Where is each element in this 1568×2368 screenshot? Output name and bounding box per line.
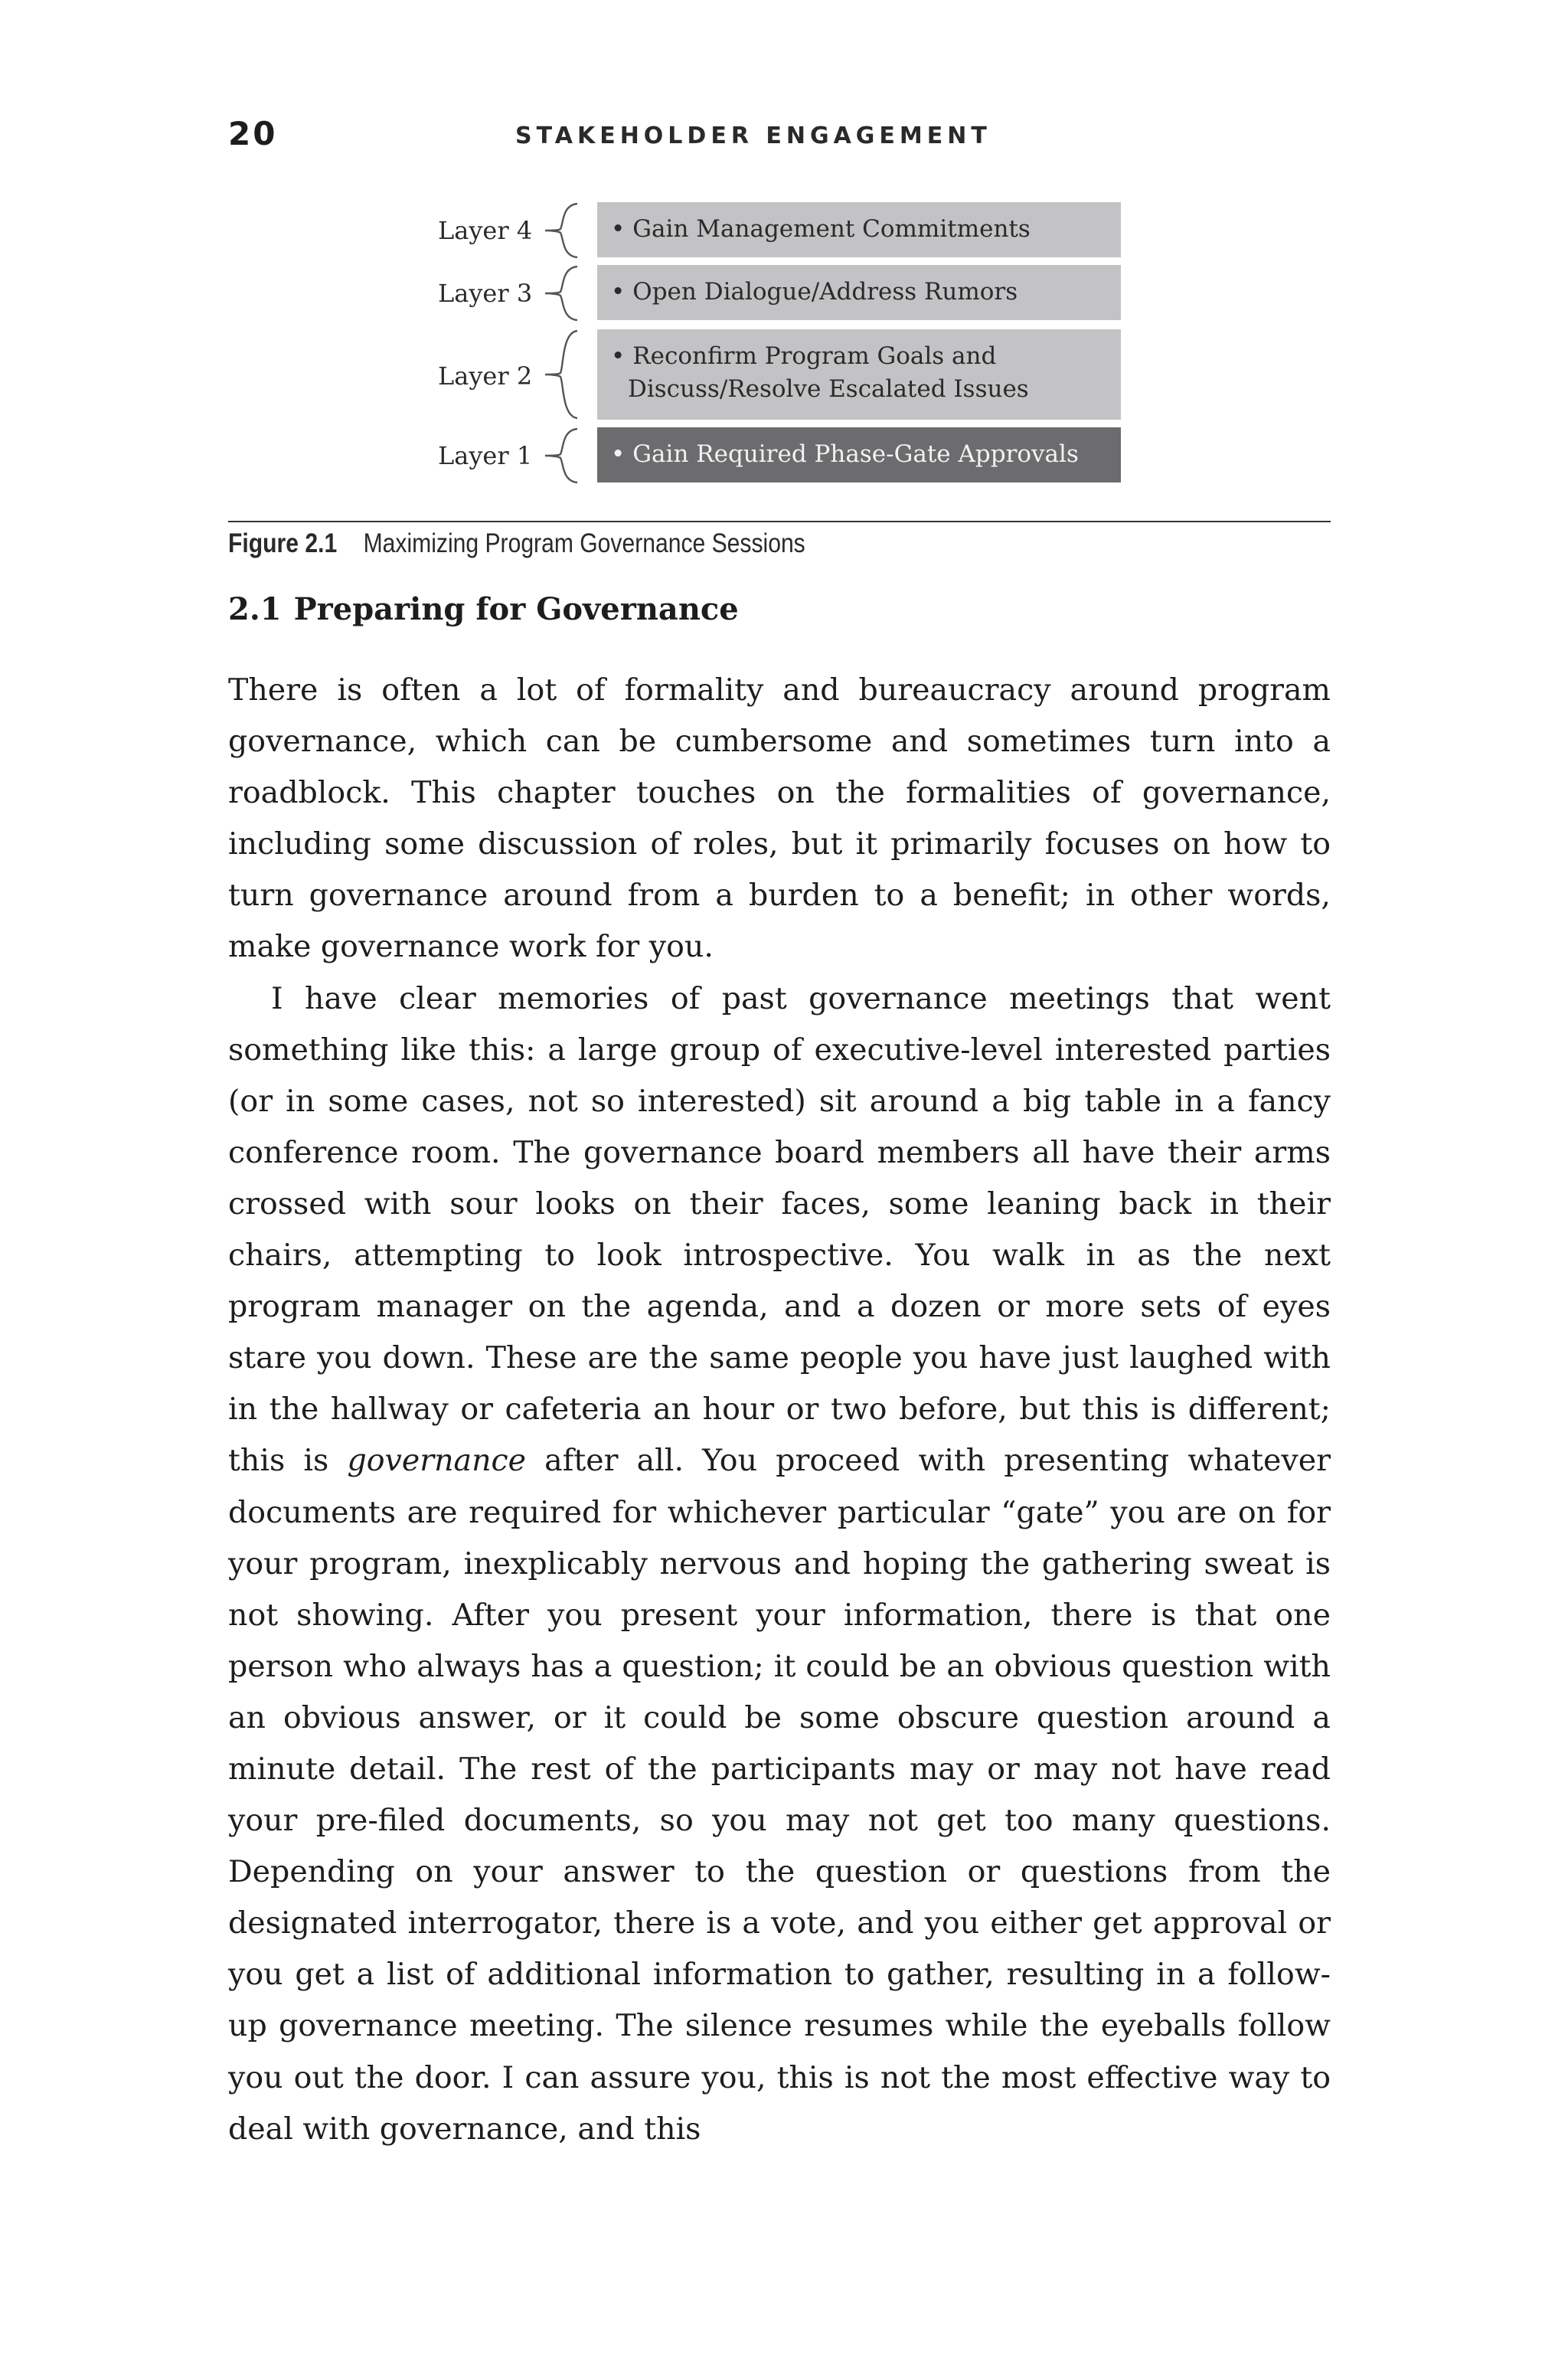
figure-caption-text: Maximizing Program Governance Sessions xyxy=(363,528,805,558)
page-header xyxy=(228,115,1331,161)
paragraph-1: There is often a lot of formality and bureaucracy around program governance, which can be cumbersome and sometimes turn into a roadblock. This chapter touches on the formalities of governance, including some discussion of roles, but it primarily focuses on how to turn governance around from a burden to a benefit; in other words, make governance work for you. xyxy=(228,672,1331,965)
layer-box-1: • Gain Required Phase-Gate Approvals xyxy=(597,427,1121,482)
figure-caption-label: Figure 2.1 xyxy=(228,528,338,558)
layer-text-1: Gain Required Phase-Gate Approvals xyxy=(632,440,1079,468)
paragraph-2 xyxy=(228,973,1331,2155)
figure-caption xyxy=(228,528,805,559)
section-heading xyxy=(228,591,739,627)
layer-text-2b: Discuss/Resolve Escalated Issues xyxy=(628,375,1029,403)
layer-box-4: • Gain Management Commitments xyxy=(597,202,1121,257)
layer-text-3: Open Dialogue/Address Rumors xyxy=(632,278,1018,306)
layer-label-3: Layer 3 xyxy=(438,279,533,308)
layer-box-2: • Reconfirm Program Goals and Discuss/Resolve Escalated Issues xyxy=(597,329,1121,420)
caption-rule xyxy=(228,521,1331,522)
layer-label-4: Layer 4 xyxy=(438,216,533,245)
section-title: Preparing for Governance xyxy=(293,591,739,627)
paragraph-2-part-2: after all. You proceed with presenting whatever documents are required for whichever particular “gate” you are on for your program, inexplicably nervous and hoping the gathering sweat is not showing. After you present your information, there is that one person who always has a question; it could be an obvious question with an obvious answer, or it could be some obscure question around a minute detail. The rest of the participants may or may not have read your pre-filed documents, so you may not get too many questions. Depending on your answer to the question or questions from the designated interrogator, there is a vote, and you either get approval or you get a list of additional information to gather, resulting in a follow-up governance meeting. The silence resumes while the eyeballs follow you out the door. I can assure you, this is not the most effective way to deal with governance, and this xyxy=(228,1443,1331,2147)
layer-label-2: Layer 2 xyxy=(438,361,533,391)
running-head: STAKEHOLDER ENGAGEMENT xyxy=(515,123,991,149)
layer-box-3: • Open Dialogue/Address Rumors xyxy=(597,265,1121,320)
layer-text-4: Gain Management Commitments xyxy=(632,215,1031,243)
layer-text-2a: Reconfirm Program Goals and xyxy=(632,342,997,370)
brace-icon xyxy=(542,329,580,420)
brace-icon xyxy=(542,265,580,322)
brace-icon xyxy=(542,202,580,259)
paragraph-2-part-1: I have clear memories of past governance meetings that went something like this: a large group of executive-level interested parties (or in some cases, not so interested) sit around a big table in a fancy conference room. The governance board members all have their arms crossed with sour looks on their faces, some leaning back in their chairs, attempting to look introspective. You walk in as the next program manager on the agenda, and a dozen or more sets of eyes stare you down. These are the same people you have just laughed with in the hallway or cafeteria an hour or two before, but this is different; this is xyxy=(228,980,1331,1479)
section-number: 2.1 xyxy=(228,591,282,627)
brace-icon xyxy=(542,427,580,484)
layer-label-1: Layer 1 xyxy=(438,441,533,470)
paragraph-2-italic: governance xyxy=(347,1443,527,1479)
governance-layers-figure xyxy=(429,201,1133,492)
page-number: 20 xyxy=(228,115,278,152)
body-text xyxy=(228,665,1331,2155)
